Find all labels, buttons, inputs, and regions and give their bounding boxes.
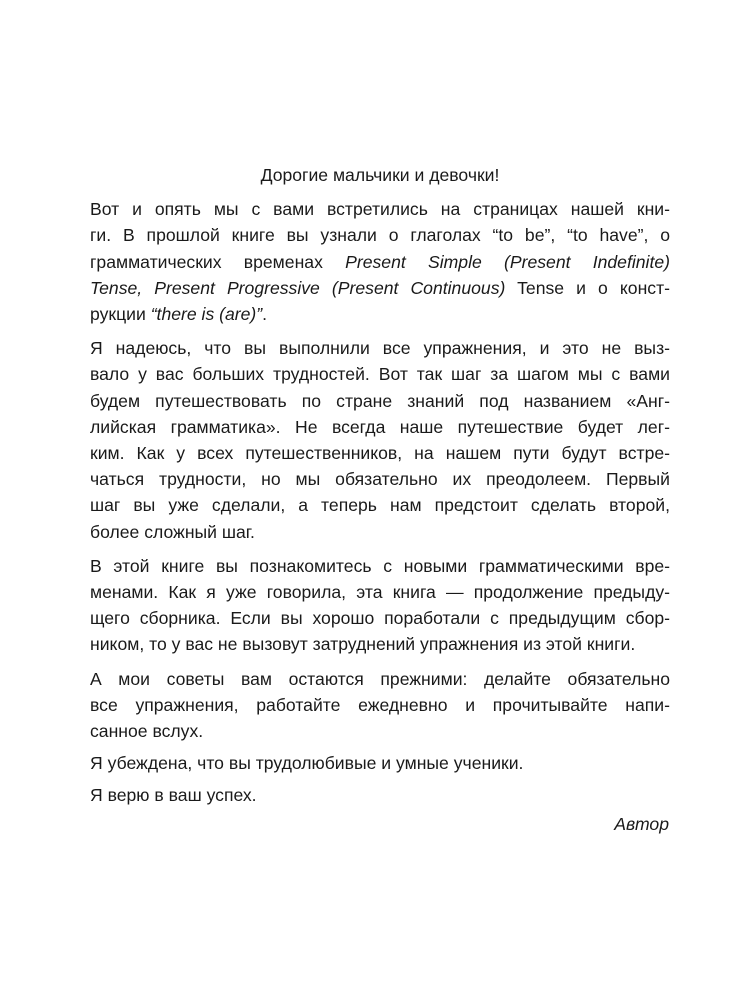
text-line: чаться трудности, но мы обязательно их преодолеем. Первый [90, 469, 670, 490]
text-line: щего сборника. Если вы хорошо поработали с предыдущим сбор- [90, 608, 670, 629]
text-line [90, 249, 670, 275]
text-line: лийская грамматика». Не всегда наше путешествие будет лег- [90, 416, 670, 437]
text-line: В этой книге вы познакомитесь с новыми грамматическими вре- [90, 555, 670, 576]
text-fragment: грамматических временах [90, 251, 346, 272]
text-line: ким. Как у всех путешественников, на нашем пути будут встре- [90, 443, 670, 464]
text-line: Я надеюсь, что вы выполнили все упражнения, и это не выз- [90, 338, 670, 359]
greeting-heading: Дорогие мальчики и девочки! [260, 165, 500, 185]
text-line: санное вслух. [90, 721, 204, 742]
paragraph-belief: Я убеждена, что вы трудолюбивые и умные ученики. [90, 753, 524, 774]
text-line: все упражнения, работайте ежедневно и прочитывайте напи- [90, 694, 670, 715]
text-line: менами. Как я уже говорила, эта книга — продолжение предыду- [90, 582, 670, 603]
author-signature: Автор [614, 813, 669, 834]
paragraph-advice [90, 666, 670, 745]
foreword-text [90, 162, 670, 837]
paragraph-wish: Я верю в ваш успех. [90, 785, 257, 806]
paragraph-intro [90, 196, 670, 327]
tense-name: Present Simple (Present Indefinite) [345, 251, 670, 272]
text-fragment: рукции [90, 304, 151, 325]
text-line: вало у вас больших трудностей. Вот так шаг за шагом мы с вами [90, 364, 670, 385]
text-line: шаг вы уже сделали, а теперь нам предстоит сделать второй, [90, 495, 670, 516]
text-fragment: . [262, 304, 268, 325]
text-fragment: Tense и о конст- [505, 277, 671, 298]
paragraph-hope [90, 335, 670, 545]
text-line [90, 301, 670, 327]
construction-name: “there is (are)” [150, 304, 263, 325]
text-line: более сложный шаг. [90, 521, 255, 542]
paragraph-new-tenses [90, 553, 670, 658]
text-line: А мои советы вам остаются прежними: делайте обязательно [90, 668, 670, 689]
text-line: ги. В прошлой книге вы узнали о глаголах “to be”, “to have”, о [90, 225, 670, 246]
text-line: будем путешествовать по стране знаний под названием «Анг- [90, 390, 670, 411]
text-line: Вот и опять мы с вами встретились на страницах нашей кни- [90, 199, 670, 220]
text-line [90, 275, 670, 301]
tense-name: Tense, Present Progressive (Present Continuous) [90, 277, 506, 298]
text-line: ником, то у вас не вызовут затруднений упражнения из этой книги. [90, 634, 636, 655]
